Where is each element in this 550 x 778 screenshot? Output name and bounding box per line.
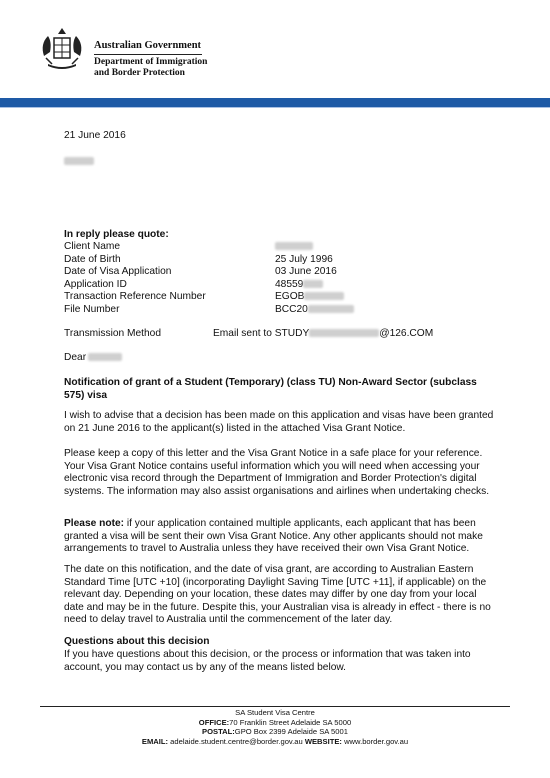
field-value-file-number bbox=[275, 304, 354, 317]
website-label: WEBSITE: bbox=[304, 736, 342, 746]
field-label-transaction-ref: Transaction Reference Number bbox=[64, 291, 206, 302]
footer-divider bbox=[40, 706, 510, 707]
field-label-file-number: File Number bbox=[64, 304, 120, 315]
questions-heading: Questions about this decision bbox=[64, 636, 210, 647]
department-line-2: and Border Protection bbox=[94, 68, 185, 78]
field-value-dob: 25 July 1996 bbox=[275, 254, 333, 265]
email-label: EMAIL: bbox=[141, 736, 169, 746]
transmission-label: Transmission Method bbox=[64, 328, 162, 339]
footer-contact bbox=[0, 708, 550, 746]
postal-address: GPO Box 2399 Adelaide SA 5001 bbox=[234, 727, 348, 737]
field-value-transaction-ref bbox=[275, 291, 344, 304]
office-address: 70 Franklin Street Adelaide SA 5000 bbox=[229, 717, 352, 727]
field-label-application-id: Application ID bbox=[64, 279, 127, 290]
letterhead bbox=[0, 0, 550, 108]
header-band-shadow bbox=[0, 107, 550, 108]
field-value-application-date: 03 June 2016 bbox=[275, 266, 337, 277]
footer-postal bbox=[0, 727, 550, 737]
transmission-email-suffix: @126.COM bbox=[379, 328, 434, 339]
paragraph-please-note bbox=[64, 518, 494, 556]
coat-of-arms-icon bbox=[38, 26, 86, 74]
reply-heading: In reply please quote: bbox=[64, 229, 169, 240]
footer-office bbox=[0, 718, 550, 728]
email-link[interactable]: adelaide.student.centre@border.gov.au bbox=[168, 736, 305, 746]
transmission-value bbox=[213, 328, 433, 341]
questions-text: If you have questions about this decision, or the process or information that was taken into account, you may contact us by any of the means listed below. bbox=[64, 649, 471, 673]
paragraph-time-zone: The date on this notification, and the date of visa grant, are according to Australian Eastern Standard Time [UTC +10] (incorporating Daylight Saving Time [UTC +11], if applicable) on the relevant day. Depending on your location, these dates may differ by one day from your local date and may be in the future. Despite this, your Australian visa is already in effect - there is no need to delay travel to Australia until the commencement of the later day. bbox=[64, 564, 491, 626]
application-id-prefix: 48559 bbox=[275, 279, 304, 290]
please-note-lead: Please note: bbox=[64, 518, 125, 529]
transaction-ref-prefix: EGOB bbox=[275, 291, 305, 302]
transmission-email-prefix: Email sent to STUDY bbox=[213, 328, 310, 339]
government-name: Australian Government bbox=[94, 40, 202, 51]
field-value-client-name bbox=[275, 241, 313, 254]
department-name bbox=[94, 57, 207, 79]
salutation bbox=[64, 352, 494, 365]
header-divider bbox=[94, 54, 202, 55]
letter-subject: Notification of grant of a Student (Temporary) (class TU) Non-Award Sector (subclass 575) visa bbox=[64, 377, 477, 401]
letter-date: 21 June 2016 bbox=[64, 130, 126, 141]
field-label-client-name: Client Name bbox=[64, 241, 121, 252]
office-label: OFFICE: bbox=[198, 717, 230, 727]
footer-email-website bbox=[0, 737, 550, 747]
file-number-prefix: BCC20 bbox=[275, 304, 308, 315]
header-band bbox=[0, 98, 550, 107]
department-line-1: Department of Immigration bbox=[94, 57, 208, 67]
recipient-name-redacted bbox=[64, 156, 494, 169]
website-link[interactable]: www.border.gov.au bbox=[341, 736, 409, 746]
field-label-dob: Date of Birth bbox=[64, 254, 121, 265]
field-value-application-id bbox=[275, 279, 323, 292]
salutation-word: Dear bbox=[64, 352, 87, 363]
field-label-application-date: Date of Visa Application bbox=[64, 266, 172, 277]
please-note-text: if your application contained multiple applicants, each applicant that has been granted a visa will be sent their own Visa Grant Notice. Any other applicants should not make arrangements to travel to Australia unless they have received their own Visa Grant Notice. bbox=[64, 518, 483, 555]
postal-label: POSTAL: bbox=[202, 727, 235, 737]
footer-centre-name: SA Student Visa Centre bbox=[235, 708, 315, 717]
paragraph-decision: I wish to advise that a decision has been made on this application and visas have been granted on 21 June 2016 to the applicant(s) listed in the attached Visa Grant Notice. bbox=[64, 410, 494, 434]
paragraph-keep-copy: Please keep a copy of this letter and the Visa Grant Notice in a safe place for your reference. Your Visa Grant Notice contains useful information which you will need when accessing your electronic visa record through the Department of Immigration and Border Protection's digital systems. The information may also assist organisations and airlines when undertaking checks. bbox=[64, 448, 490, 497]
